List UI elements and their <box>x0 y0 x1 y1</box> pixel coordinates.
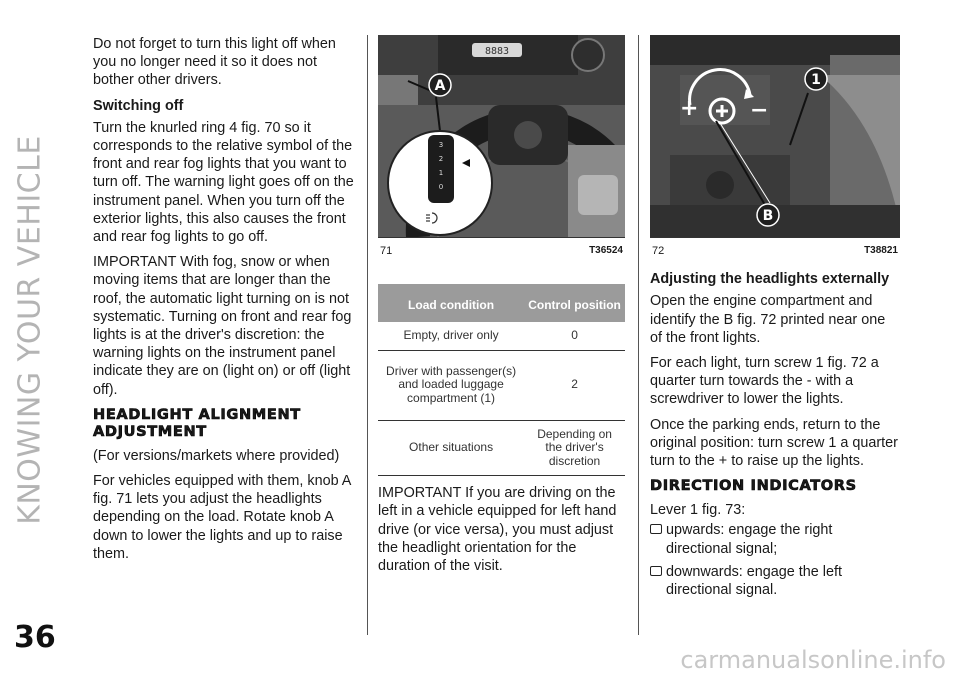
minus-symbol: − <box>750 98 769 123</box>
table-cell: Empty, driver only <box>378 322 524 350</box>
watermark: carmanualsonline.info <box>680 646 946 674</box>
column-divider-1 <box>367 35 368 635</box>
paragraph: Do not forget to turn this light off when you no longer need it so it does not bother other drivers. <box>93 36 336 89</box>
section-heading-direction-indicators: DIRECTION INDICATORS <box>650 477 857 495</box>
list-item <box>650 563 900 599</box>
column-3 <box>650 35 900 604</box>
figure-71-dashboard-photo <box>378 35 625 237</box>
paragraph-important: IMPORTANT With fog, snow or when moving items that are longer than the roof, the automatic light turning on is not systematic. Turning on front and rear fog lights is at the driver's discretion: the warning lights on the instrument panel indicate they are on (light on) or off (light off). <box>93 254 352 398</box>
section-side-label: KNOWING YOUR VEHICLE <box>12 135 48 525</box>
bullet-box-icon <box>650 524 662 534</box>
table-row <box>378 420 625 476</box>
figure-number: 71 <box>380 245 393 257</box>
column-divider-2 <box>638 35 639 635</box>
paragraph: For each light, turn screw 1 fig. 72 a quarter turn towards the - with a screwdriver to lower the lights. <box>650 355 879 408</box>
dashboard-illustration <box>378 35 625 237</box>
page-number: 36 <box>14 620 56 655</box>
figure-71-caption <box>378 237 625 260</box>
load-condition-table <box>378 284 625 476</box>
table-cell: 2 <box>524 350 625 420</box>
table-row <box>378 322 625 350</box>
table-header: Load condition <box>378 284 524 322</box>
bullet-box-icon <box>650 566 662 576</box>
figure-number: 72 <box>652 245 665 257</box>
engine-bay-illustration <box>650 35 900 237</box>
paragraph: For vehicles equipped with them, knob A fig. 71 lets you adjust the headlights depending on the load. Rotate knob A down to lower the lights and up to raise them. <box>93 473 351 562</box>
paragraph: Turn the knurled ring 4 fig. 70 so it corresponds to the relative symbol of the front and rear fog lights that you want to turn off. The warning light goes off on the instrument panel. When you turn off the exterior lights, this also causes the front and rear fog lights to go off. <box>93 119 354 246</box>
list-item-text: upwards: engage the right directional signal; <box>666 522 833 557</box>
figure-code: T36524 <box>589 245 623 256</box>
callout-a-label: A <box>434 78 446 94</box>
dial-mark: 3 <box>438 141 444 149</box>
callout-1-label: 1 <box>811 72 821 88</box>
figure-72-engine-bay-photo <box>650 35 900 237</box>
column-1 <box>93 35 355 570</box>
dial-mark: 2 <box>438 155 444 163</box>
table-cell: Other situations <box>378 420 524 476</box>
column-2 <box>378 35 625 582</box>
figure-code: T38821 <box>864 245 898 256</box>
table-cell: Driver with passenger(s) and loaded luggage compartment (1) <box>378 350 524 420</box>
paragraph: (For versions/markets where provided) <box>93 447 340 464</box>
paragraph-important: IMPORTANT If you are driving on the left in a vehicle equipped for left hand drive (or vice versa), you must adjust the headlight orientation for the duration of the visit. <box>378 485 617 575</box>
table-cell: 0 <box>524 322 625 350</box>
paragraph: Once the parking ends, return to the original position: turn screw 1 a quarter turn to the + to raise up the lights. <box>650 416 898 470</box>
table-row <box>378 350 625 420</box>
paragraph: Open the engine compartment and identify the B fig. 72 printed near one of the front lights. <box>650 293 886 346</box>
paragraph: Lever 1 fig. 73: <box>650 502 746 519</box>
table-cell: Depending on the driver's discretion <box>524 420 625 476</box>
callout-b-label: B <box>762 208 774 224</box>
list-item <box>650 521 900 557</box>
figure-72-caption <box>650 237 900 260</box>
list-item-text: downwards: engage the left directional signal. <box>666 563 843 599</box>
table-header: Control position <box>524 284 625 322</box>
subheading-external-adjustment: Adjusting the headlights externally <box>650 271 890 288</box>
section-heading-headlight-alignment: HEADLIGHT ALIGNMENT ADJUSTMENT <box>93 405 301 440</box>
dial-mark: 1 <box>438 169 444 177</box>
dial-mark: 0 <box>438 183 444 191</box>
odometer-readout: 8883 <box>484 46 510 57</box>
plus-symbol: + <box>680 96 699 121</box>
subheading-switching-off: Switching off <box>93 97 184 114</box>
